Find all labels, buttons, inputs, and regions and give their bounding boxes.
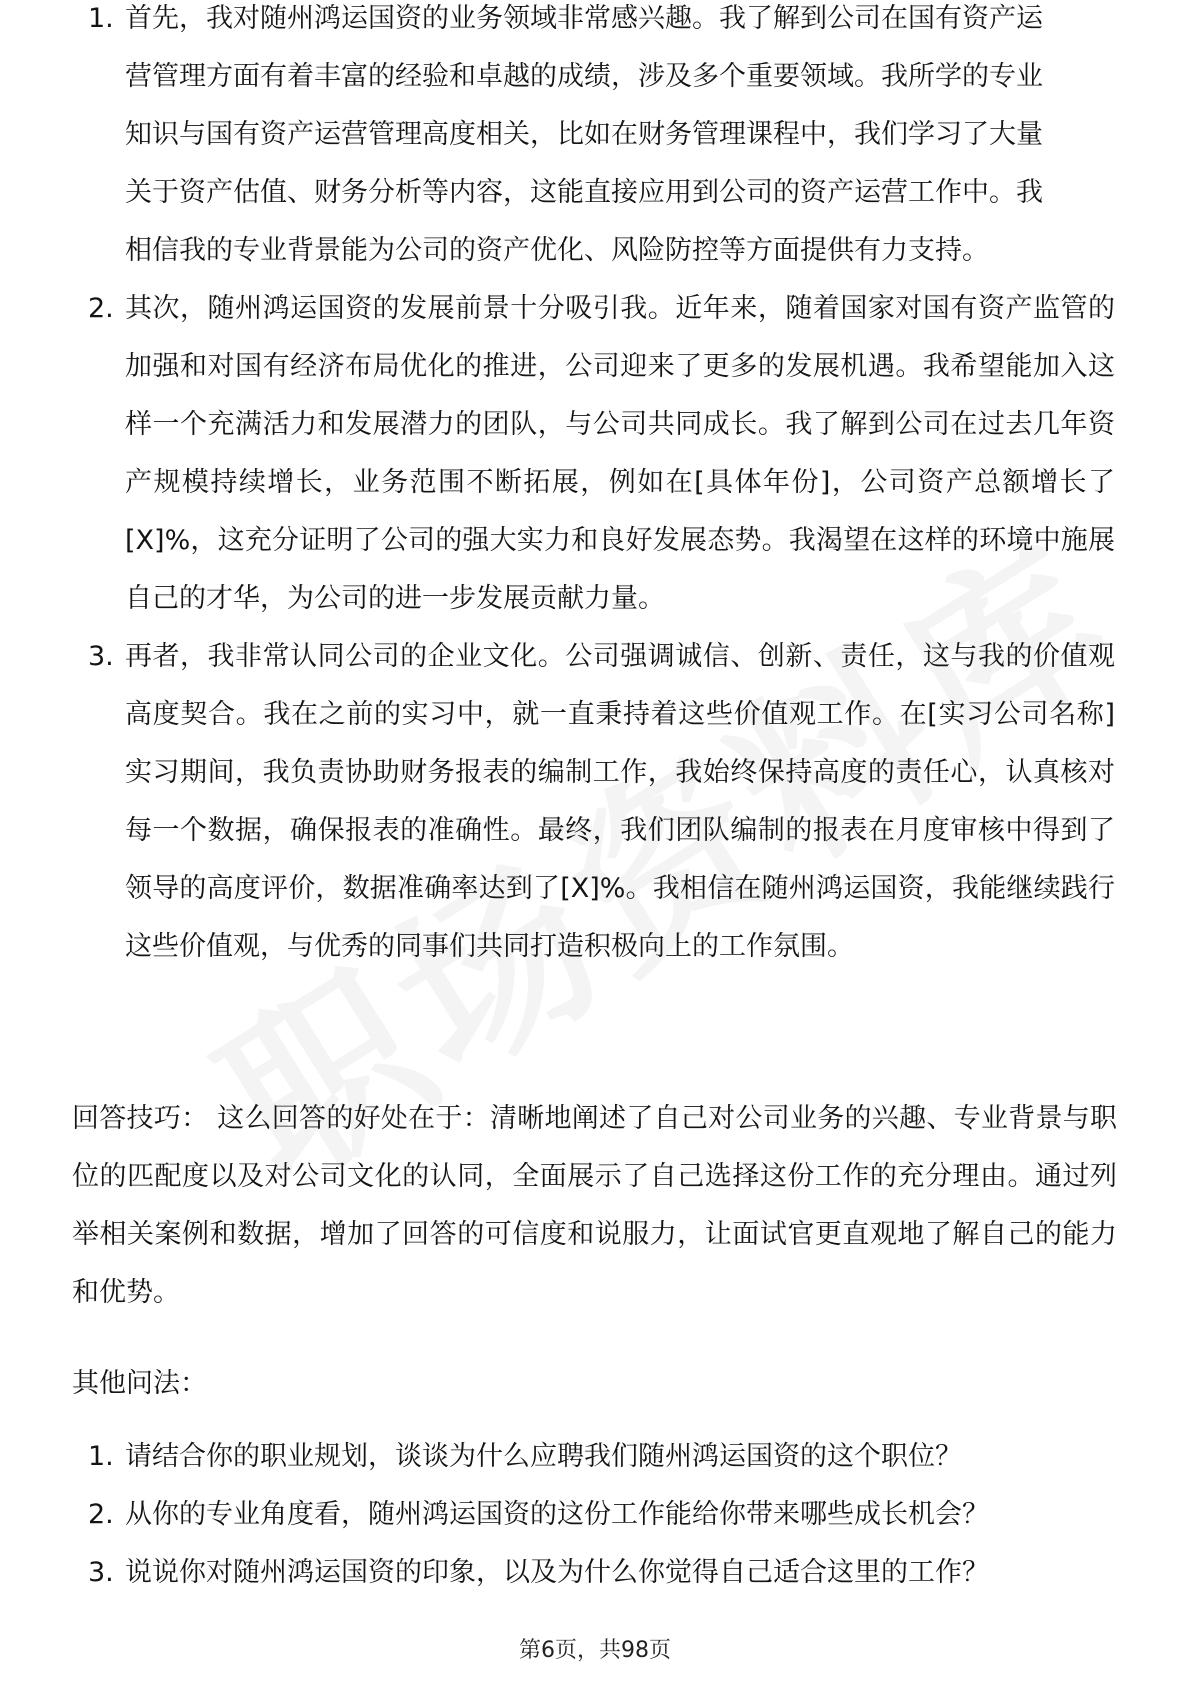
other-questions-heading: 其他问法： [72,1368,207,1399]
list-text: 再者，我非常认同公司的企业文化。公司强调诚信、创新、责任，这与我的价值观高度契合。我在之前的实习中，就一直秉持着这些价值观工作。在[实习公司名称]实习期间，我负责协助财务报表的编制工作，我始终保持高度的责任心，认真核对每一个数据，确保报表的准确性。最终，我们团队编制的报表在月度审核中得到了领导的高度评价，数据准确率达到了[X]%。我相信在随州鸿运国资，我能继续践行这些价值观，与优秀的同事们共同打造积极向上的工作氛围。 [125,641,1115,962]
other-questions-list [0,1428,1190,1602]
answer-tips-paragraph: 回答技巧： 这么回答的好处在于：清晰地阐述了自己对公司业务的兴趣、专业背景与职位的匹配度以及对公司文化的认同，全面展示了自己选择这份工作的充分理由。通过列举相关案例和数据，增加了回答的可信度和说服力，让面试官更直观地了解自己的能力和优势。 [72,1103,1117,1308]
list-item [0,628,1190,976]
list-text-line: 营管理方面有着丰富的经验和卓越的成绩，涉及多个重要领域。我所学的专业 [125,61,1043,92]
list-number: 3. [88,1557,114,1588]
cut-off-line [0,0,1190,48]
list-text-line: 知识与国有资产运营管理高度相关，比如在财务管理课程中，我们学习了大量 [125,119,1043,150]
list-text-line: 关于资产估值、财务分析等内容，这能直接应用到公司的资产运营工作中。我 [125,177,1043,208]
list-number: 3. [88,641,114,672]
list-text: 从你的专业角度看，随州鸿运国资的这份工作能给你带来哪些成长机会？ [125,1499,989,1530]
list-number: 2. [88,293,114,324]
list-item [0,0,1190,280]
answer-list [0,3,1190,976]
page-footer: 第6页，共98页 [519,1638,671,1663]
list-item [0,280,1190,628]
list-number: 2. [88,1499,114,1530]
list-text-line: 相信我的专业背景能为公司的资产优化、风险防控等方面提供有力支持。 [125,235,989,266]
list-item [0,1486,1190,1544]
list-text-line: 首先，我对随州鸿运国资的业务领域非常感兴趣。我了解到公司在国有资产运 [125,3,1043,34]
list-item [0,1428,1190,1486]
list-number: 1. [88,1441,114,1472]
list-number: 1. [88,3,114,34]
list-text: 请结合你的职业规划，谈谈为什么应聘我们随州鸿运国资的这个职位？ [125,1441,962,1472]
list-text: 其次，随州鸿运国资的发展前景十分吸引我。近年来，随着国家对国有资产监管的加强和对国有经济布局优化的推进，公司迎来了更多的发展机遇。我希望能加入这样一个充满活力和发展潜力的团队，与公司共同成长。我了解到公司在过去几年资产规模持续增长，业务范围不断拓展，例如在[具体年份]，公司资产总额增长了[X]%，这充分证明了公司的强大实力和良好发展态势。我渴望在这样的环境中施展自己的才华，为公司的进一步发展贡献力量。 [125,293,1115,614]
list-text: 说说你对随州鸿运国资的印象，以及为什么你觉得自己适合这里的工作？ [125,1557,989,1588]
list-item [0,1544,1190,1602]
